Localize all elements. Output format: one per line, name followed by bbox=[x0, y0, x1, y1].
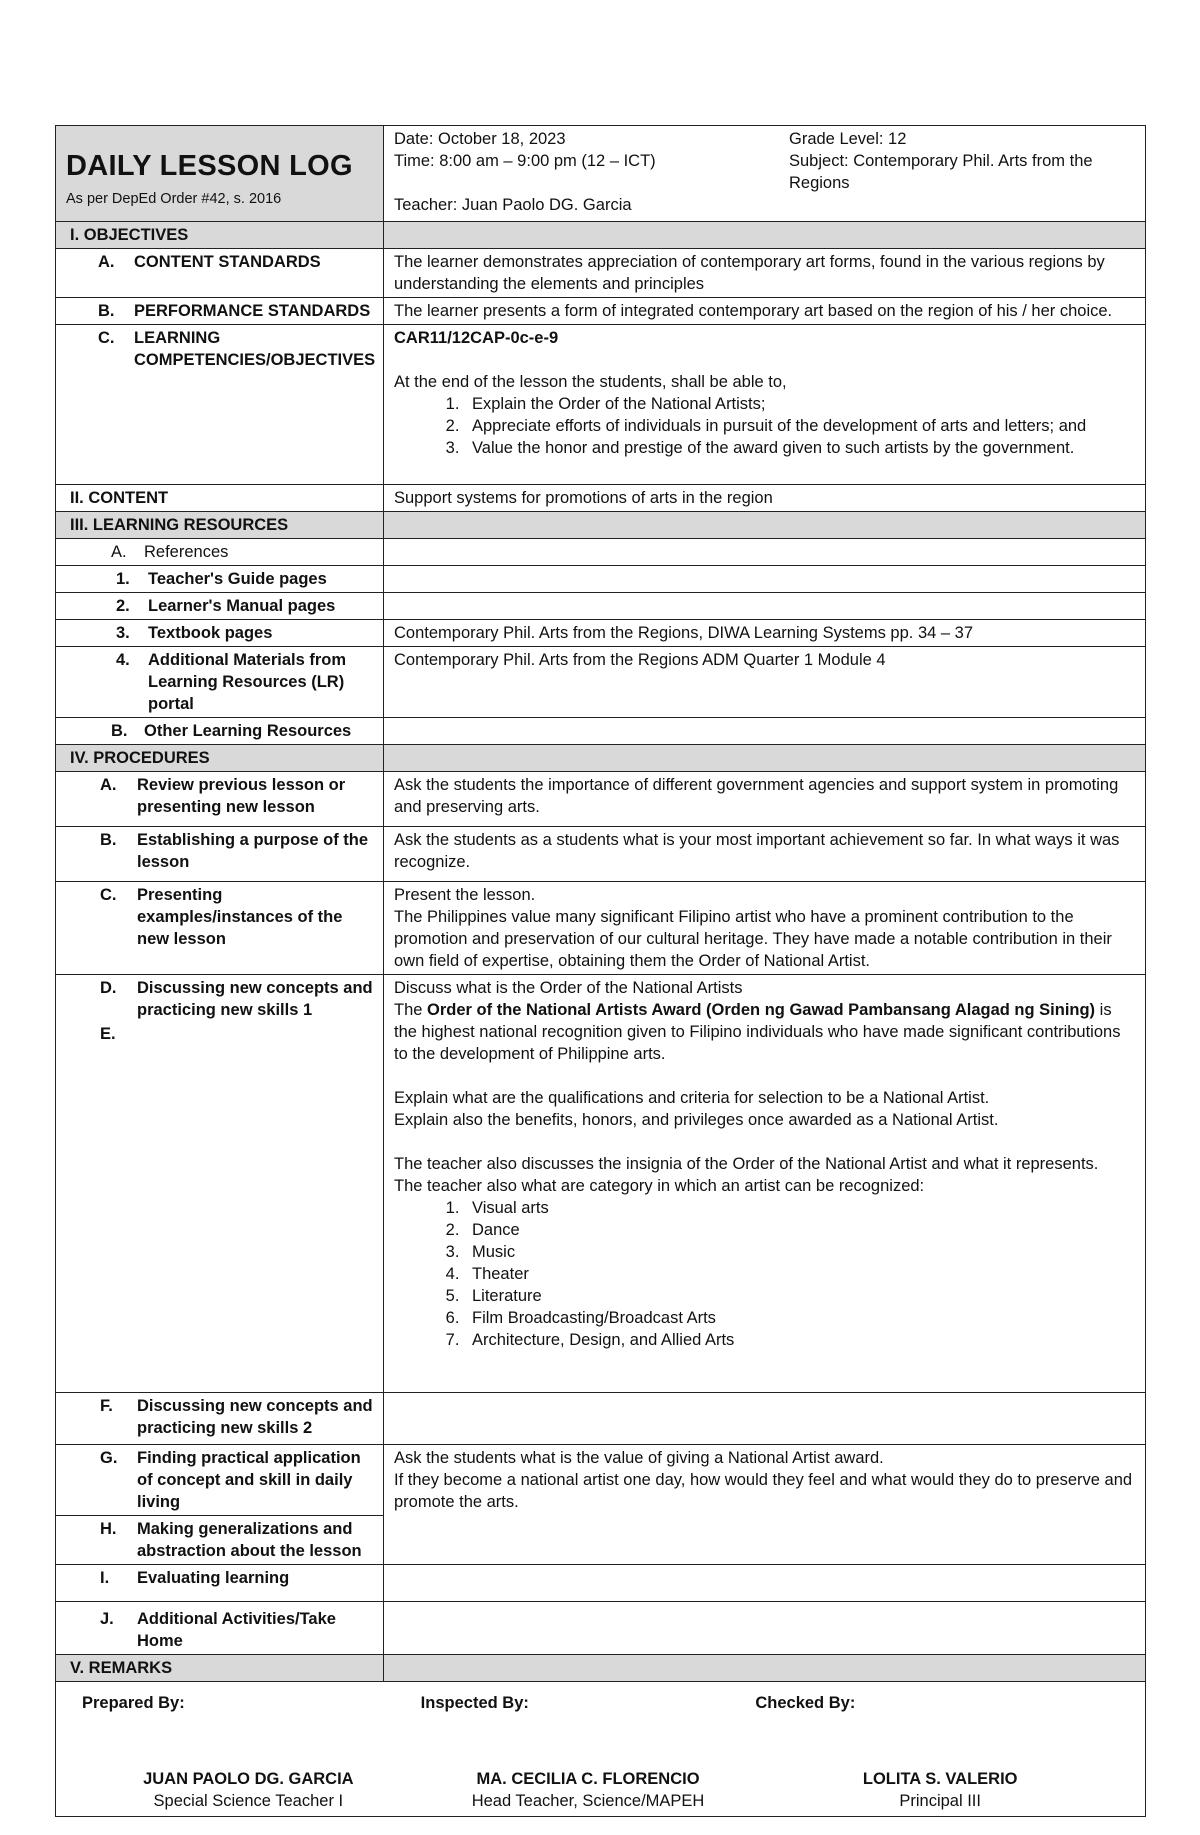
item-number: F. bbox=[100, 1397, 113, 1415]
procedure-f-label: Discussing new concepts and practicing new skills 2 bbox=[137, 1397, 373, 1437]
procedures-heading-row bbox=[56, 745, 1146, 772]
procedure-d-cell bbox=[384, 975, 1146, 1393]
item-number: B. bbox=[111, 722, 128, 740]
prepared-by-label: Prepared By: bbox=[82, 1694, 185, 1712]
checked-by-label: Checked By: bbox=[755, 1694, 856, 1712]
list-item: 2. Dance bbox=[464, 1219, 1135, 1241]
additional-materials-label: Additional Materials from Learning Resources (LR) portal bbox=[148, 651, 347, 713]
item-number: A. bbox=[111, 543, 127, 561]
teachers-guide-text bbox=[384, 566, 1146, 593]
document-title: DAILY LESSON LOG bbox=[66, 150, 353, 182]
header-row bbox=[56, 126, 1146, 222]
learners-manual-row bbox=[56, 593, 1146, 620]
objectives-heading: I. OBJECTIVES bbox=[56, 222, 384, 249]
item-number: A. bbox=[100, 776, 117, 794]
checked-by-name: LOLITA S. VALERIO bbox=[862, 1770, 1018, 1788]
header-title-cell bbox=[56, 126, 384, 222]
resources-heading: III. LEARNING RESOURCES bbox=[56, 512, 384, 539]
list-item: 3. Music bbox=[464, 1241, 1135, 1263]
additional-materials-row bbox=[56, 647, 1146, 718]
procedure-g-label: Finding practical application of concept and skill in daily living bbox=[137, 1449, 361, 1511]
procedure-d-row bbox=[56, 975, 1146, 1393]
header-info-cell bbox=[384, 126, 1146, 222]
item-number: E. bbox=[100, 1025, 116, 1043]
inspected-by-label: Inspected By: bbox=[420, 1694, 529, 1712]
content-standards-row bbox=[56, 249, 1146, 298]
procedure-g-line2: If they become a national artist one day, how would they feel and what would they do to preserve and promote the arts. bbox=[394, 1471, 1133, 1511]
item-number: G. bbox=[100, 1449, 118, 1467]
other-resources-row bbox=[56, 718, 1146, 745]
date-field: Date: October 18, 2023 bbox=[394, 130, 566, 148]
procedure-a-row bbox=[56, 772, 1146, 827]
learners-manual-label: Learner's Manual pages bbox=[148, 597, 336, 615]
item-number: C. bbox=[100, 886, 117, 904]
performance-standards-text: The learner presents a form of integrated contemporary art based on the region of his / her choice. bbox=[384, 298, 1146, 325]
inspected-by-name: MA. CECILIA C. FLORENCIO bbox=[476, 1770, 700, 1788]
procedure-i-text bbox=[384, 1565, 1146, 1602]
procedure-f-text bbox=[384, 1393, 1146, 1445]
competency-code: CAR11/12CAP-0c-e-9 bbox=[394, 329, 559, 347]
list-item: 5. Literature bbox=[464, 1285, 1135, 1307]
procedure-d-label: Discussing new concepts and practicing new skills 1 bbox=[137, 979, 373, 1019]
document-subtitle: As per DepEd Order #42, s. 2016 bbox=[66, 191, 282, 207]
competencies-label: LEARNING COMPETENCIES/OBJECTIVES bbox=[134, 329, 376, 369]
procedure-b-label: Establishing a purpose of the lesson bbox=[137, 831, 369, 871]
content-heading: II. CONTENT bbox=[56, 485, 384, 512]
textbook-label: Textbook pages bbox=[148, 624, 273, 642]
time-field: Time: 8:00 am – 9:00 pm (12 – ICT) bbox=[394, 152, 656, 170]
inspected-by-role: Head Teacher, Science/MAPEH bbox=[471, 1792, 705, 1810]
item-number: A. bbox=[98, 253, 115, 271]
grade-level-field: Grade Level: 12 bbox=[789, 130, 907, 148]
signatures-row bbox=[56, 1682, 1146, 1817]
procedure-c-line2: The Philippines value many significant Filipino artist who have a prominent contribution to the promotion and preservation of our cultural heritage. They have made a notable contribution in their own field of expertise, obtaining them the Order of National Artist. bbox=[394, 908, 1112, 970]
competencies-cell bbox=[384, 325, 1146, 485]
other-resources-label: Other Learning Resources bbox=[144, 722, 352, 740]
inspected-by-block bbox=[421, 1692, 756, 1810]
item-number: I. bbox=[100, 1569, 110, 1587]
explain-qualifications: Explain what are the qualifications and criteria for selection to be a National Artist. bbox=[394, 1089, 990, 1107]
objectives-heading-row bbox=[56, 222, 1146, 249]
procedure-c-row bbox=[56, 882, 1146, 975]
item-number: 2. bbox=[116, 597, 130, 615]
textbook-row bbox=[56, 620, 1146, 647]
remarks-heading: V. REMARKS bbox=[56, 1655, 384, 1682]
procedure-c-label: Presenting examples/instances of the new lesson bbox=[137, 886, 343, 948]
procedure-j-label: Additional Activities/Take Home bbox=[137, 1610, 336, 1650]
item-number: B. bbox=[100, 831, 117, 849]
item-number: H. bbox=[100, 1520, 117, 1538]
objectives-list bbox=[394, 393, 1135, 459]
list-item: 7. Architecture, Design, and Allied Arts bbox=[464, 1329, 1135, 1351]
content-standards-text: The learner demonstrates appreciation of contemporary art forms, found in the various regions by understanding the elements and principles bbox=[384, 249, 1146, 298]
list-item: 2. Appreciate efforts of individuals in pursuit of the development of arts and letters; and bbox=[464, 415, 1135, 437]
procedure-c-line1: Present the lesson. bbox=[394, 886, 536, 904]
references-label: References bbox=[144, 543, 229, 561]
award-name: Order of the National Artists Award (Orden ng Gawad Pambansang Alagad ng Sining) bbox=[427, 1001, 1096, 1019]
competencies-intro: At the end of the lesson the students, shall be able to, bbox=[394, 373, 787, 391]
checked-by-role: Principal III bbox=[899, 1792, 981, 1810]
procedure-j-text bbox=[384, 1602, 1146, 1655]
resources-heading-row bbox=[56, 512, 1146, 539]
teachers-guide-label: Teacher's Guide pages bbox=[148, 570, 327, 588]
daily-lesson-log-table bbox=[55, 125, 1146, 1817]
procedure-h-label: Making generalizations and abstraction about the lesson bbox=[137, 1520, 362, 1560]
procedure-b-text: Ask the students as a students what is your most important achievement so far. In what ways it was recognize. bbox=[384, 827, 1146, 882]
procedure-gh-cell bbox=[384, 1445, 1146, 1565]
procedures-heading: IV. PROCEDURES bbox=[56, 745, 384, 772]
prepared-by-name: JUAN PAOLO DG. GARCIA bbox=[143, 1770, 354, 1788]
procedure-g-row bbox=[56, 1445, 1146, 1516]
content-standards-label: CONTENT STANDARDS bbox=[134, 253, 321, 271]
prepared-by-role: Special Science Teacher I bbox=[153, 1792, 344, 1810]
content-row bbox=[56, 485, 1146, 512]
list-item: 1. Explain the Order of the National Artists; bbox=[464, 393, 1135, 415]
item-number: C. bbox=[98, 329, 115, 347]
textbook-text: Contemporary Phil. Arts from the Regions, DIWA Learning Systems pp. 34 – 37 bbox=[384, 620, 1146, 647]
teachers-guide-row bbox=[56, 566, 1146, 593]
procedure-j-row bbox=[56, 1602, 1146, 1655]
item-number: 3. bbox=[116, 624, 130, 642]
item-number: 4. bbox=[116, 651, 130, 669]
additional-materials-text: Contemporary Phil. Arts from the Regions ADM Quarter 1 Module 4 bbox=[384, 647, 1146, 718]
subject-field: Subject: Contemporary Phil. Arts from the Regions bbox=[789, 152, 1093, 192]
category-intro: The teacher also what are category in which an artist can be recognized: bbox=[394, 1177, 925, 1195]
procedure-d-line1: Discuss what is the Order of the National Artists bbox=[394, 979, 743, 997]
references-row bbox=[56, 539, 1146, 566]
competencies-row bbox=[56, 325, 1146, 485]
national-artist-definition: The Order of the National Artists Award (Orden ng Gawad Pambansang Alagad ng Sining) is the highest national recognition given to Filipino individuals who have made significant contributions to the development of Philippine arts. bbox=[394, 1001, 1121, 1063]
item-number: J. bbox=[100, 1610, 114, 1628]
item-number: 1. bbox=[116, 570, 130, 588]
prepared-by-block bbox=[76, 1692, 421, 1810]
performance-standards-label: PERFORMANCE STANDARDS bbox=[134, 302, 371, 320]
procedure-a-text: Ask the students the importance of different government agencies and support system in promoting and preserving arts. bbox=[384, 772, 1146, 827]
item-number: B. bbox=[98, 302, 115, 320]
procedure-b-row bbox=[56, 827, 1146, 882]
list-item: 6. Film Broadcasting/Broadcast Arts bbox=[464, 1307, 1135, 1329]
other-resources-text bbox=[384, 718, 1146, 745]
procedure-i-label: Evaluating learning bbox=[137, 1569, 290, 1587]
remarks-heading-row bbox=[56, 1655, 1146, 1682]
procedure-g-line1: Ask the students what is the value of giving a National Artist award. bbox=[394, 1449, 884, 1467]
insignia-text: The teacher also discusses the insignia of the Order of the National Artist and what it represents. bbox=[394, 1155, 1099, 1173]
checked-by-block bbox=[755, 1692, 1125, 1810]
list-item: 4. Theater bbox=[464, 1263, 1135, 1285]
teacher-field: Teacher: Juan Paolo DG. Garcia bbox=[394, 196, 632, 214]
list-item: 3. Value the honor and prestige of the award given to such artists by the government. bbox=[464, 437, 1135, 459]
procedure-f-row bbox=[56, 1393, 1146, 1445]
content-text: Support systems for promotions of arts in the region bbox=[384, 485, 1146, 512]
procedure-i-row bbox=[56, 1565, 1146, 1602]
item-number: D. bbox=[100, 979, 117, 997]
list-item: 1. Visual arts bbox=[464, 1197, 1135, 1219]
procedure-a-label: Review previous lesson or presenting new lesson bbox=[137, 776, 346, 816]
categories-list bbox=[394, 1197, 1135, 1351]
procedure-c-cell bbox=[384, 882, 1146, 975]
explain-benefits: Explain also the benefits, honors, and privileges once awarded as a National Artist. bbox=[394, 1111, 999, 1129]
performance-standards-row bbox=[56, 298, 1146, 325]
learners-manual-text bbox=[384, 593, 1146, 620]
